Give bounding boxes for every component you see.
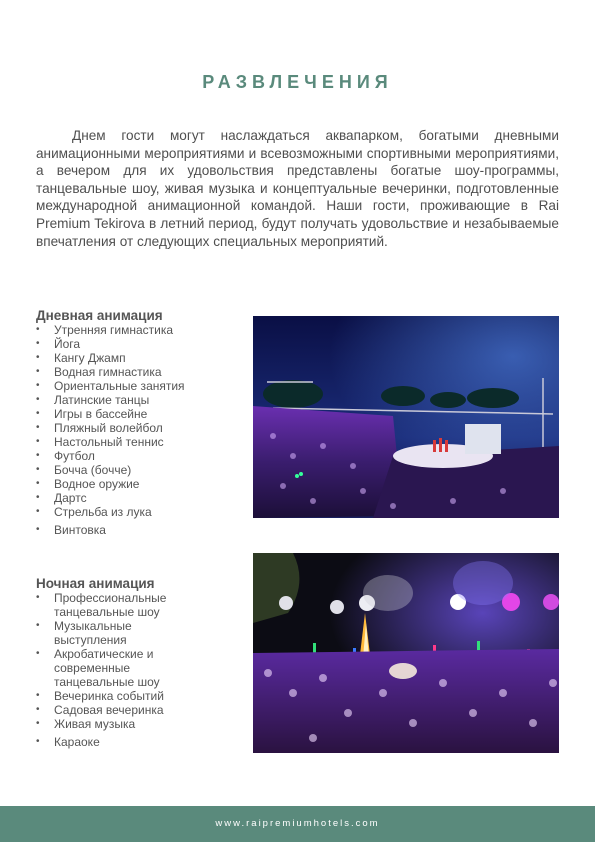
list-item: • Караоке: [36, 735, 196, 749]
list-item: • Игры в бассейне: [36, 407, 241, 421]
list-item: • Стрельба из лука: [36, 505, 241, 519]
night-party-photo: [253, 553, 559, 753]
day-animation-heading: Дневная анимация: [36, 308, 163, 323]
list-item: • Живая музыка: [36, 717, 196, 731]
list-item: • Кангу Джамп: [36, 351, 241, 365]
list-item: • Профессиональные танцевальные шоу: [36, 591, 196, 619]
list-item: • Акробатические и современные танцевальные шоу: [36, 647, 196, 689]
page-title: РАЗВЛЕЧЕНИЯ: [202, 72, 393, 92]
list-item: • Вечеринка событий: [36, 689, 196, 703]
footer-website: www.raipremiumhotels.com: [0, 806, 595, 842]
intro-paragraph: Днем гости могут наслаждаться аквапарком, богатыми дневными анимационными мероприятиями и всевозможными спортивными мероприятиями, а вечером для их удовольствия представлены богатые шоу-программы, танцевальные шоу, живая музыка и концептуальные вечеринки, подготовленные международной анимационной командой. Наши гости, проживающие в Rai Premium Tekirova в летний период, будут получать удовольствие и незабываемые впечатления от следующих специальных мероприятий.: [36, 128, 559, 249]
list-item: • Пляжный волейбол: [36, 421, 241, 435]
list-item: • Водное оружие: [36, 477, 241, 491]
list-item: • Садовая вечеринка: [36, 703, 196, 717]
night-animation-list: [36, 591, 196, 749]
night-animation-heading: Ночная анимация: [36, 576, 155, 591]
list-item: • Ориентальные занятия: [36, 379, 241, 393]
list-item: • Настольный теннис: [36, 435, 241, 449]
list-item: • Йога: [36, 337, 241, 351]
list-item: • Музыкальные выступления: [36, 619, 196, 647]
list-item: • Утренняя гимнастика: [36, 323, 241, 337]
list-item: • Бочча (бочче): [36, 463, 241, 477]
day-animation-list: [36, 323, 241, 537]
list-item: • Футбол: [36, 449, 241, 463]
list-item: • Дартс: [36, 491, 241, 505]
amphitheatre-show-photo: [253, 316, 559, 518]
list-item: • Водная гимнастика: [36, 365, 241, 379]
list-item: • Латинские танцы: [36, 393, 241, 407]
list-item: • Винтовка: [36, 523, 241, 537]
